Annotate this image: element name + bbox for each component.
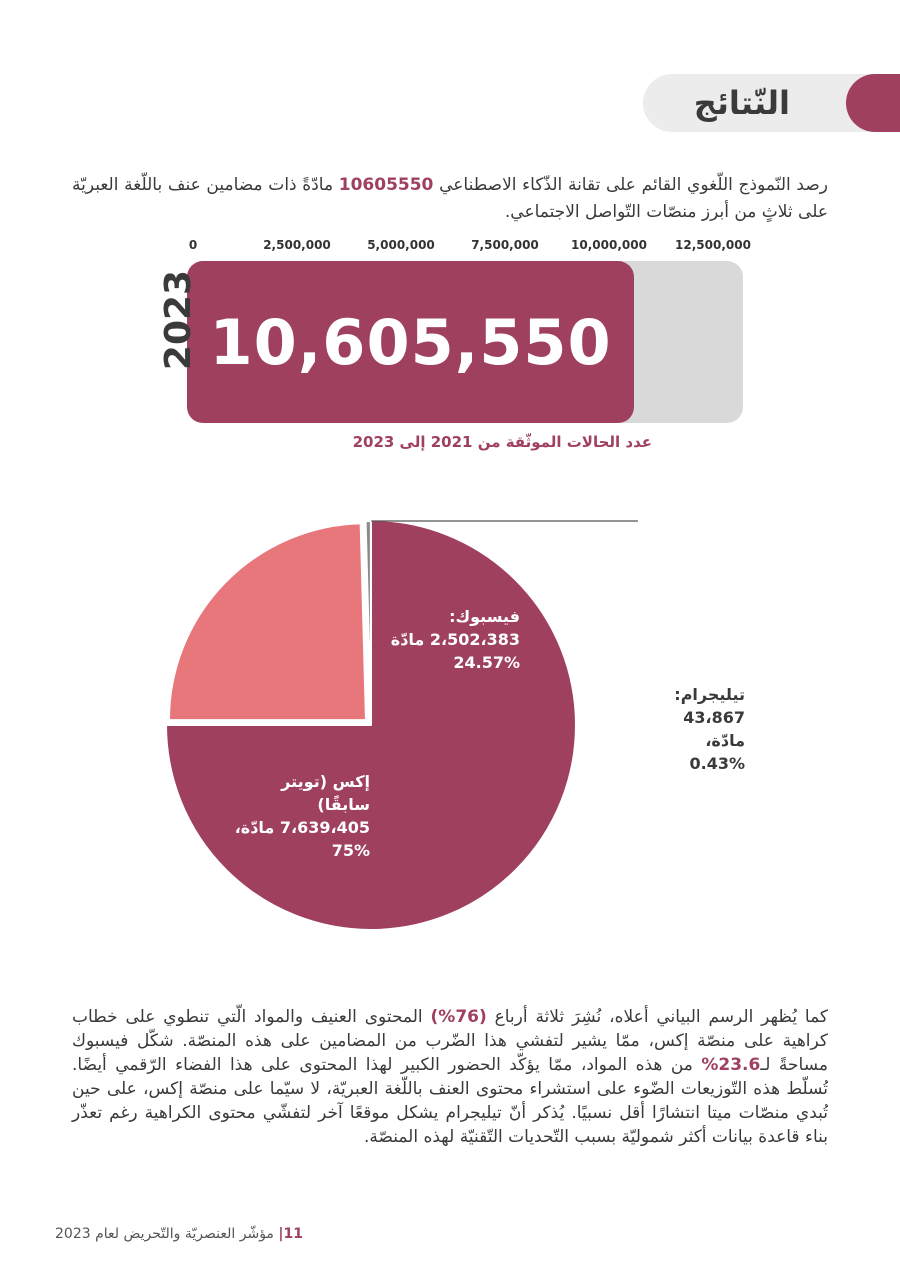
pie-label-x-name: إكس (تويتر سابقًا) <box>281 772 370 814</box>
x-axis-ticks <box>0 238 900 258</box>
x-axis-label: عدد الحالات الموثّقة من 2021 إلى 2023 <box>352 433 652 451</box>
analysis-paragraph <box>72 1005 828 1149</box>
pie-label-facebook-percent: 24.57% <box>453 653 520 672</box>
pie-label-x-percent: 75% <box>331 841 370 860</box>
pie-slice-facebook <box>169 523 366 720</box>
x-tick-label: 5,000,000 <box>367 238 435 252</box>
pie-label-facebook <box>380 605 520 674</box>
section-title: النّتائج <box>693 84 790 122</box>
page-number: 11 <box>283 1226 303 1242</box>
section-title-accent <box>846 74 900 132</box>
analysis-text-2: المحتوى العنيف والمواد الّتي تنطوي على خطاب كراهية على منصّة إكس، ممّا يشير لتفشي هذا الضّرب من المضامين على هذه المنصّة. شكّل فيسبوك مساحةً لـ <box>72 1007 829 1075</box>
x-tick-label: 12,500,000 <box>675 238 751 252</box>
intro-text-before: رصد النّموذج اللّغوي القائم على تقانة الذّكاء الاصطناعي <box>433 175 828 195</box>
intro-highlight: 10605550 <box>338 175 434 195</box>
bar-category-label: 2023 <box>158 269 199 371</box>
x-tick-label: 7,500,000 <box>471 238 539 252</box>
footer-separator: | <box>278 1226 284 1242</box>
bar-2023 <box>187 261 634 423</box>
intro-text-after: مادّةً ذات مضامين عنف باللّغة العبريّة على ثلاثٍ من أبرز منصّات التّواصل الاجتماعي. <box>72 175 828 222</box>
pie-label-x-count: 7،639،405 مادّة، <box>234 818 370 837</box>
pie-label-telegram <box>645 683 745 775</box>
intro-paragraph <box>72 172 828 226</box>
page-footer <box>55 1226 303 1242</box>
pie-chart <box>0 500 900 960</box>
analysis-highlight-2: 23.6% <box>701 1055 761 1075</box>
pie-label-x <box>230 770 370 862</box>
x-tick-label: 0 <box>188 238 198 252</box>
pie-label-telegram-count: 43،867 مادّة، <box>683 708 745 750</box>
pie-label-telegram-percent: 0.43% <box>689 754 745 773</box>
pie-label-facebook-count: 2،502،383 مادّة <box>390 630 520 649</box>
footer-title: مؤشّر العنصريّة والتّحريض لعام 2023 <box>55 1226 274 1242</box>
analysis-text-1: كما يُظهر الرسم البياني أعلاه، نُشِرَ ثلاثة أرباع <box>486 1007 828 1027</box>
bar-data-label: 10,605,550 <box>209 305 612 379</box>
analysis-highlight-1: (76%) <box>430 1007 487 1027</box>
analysis-text-3: من هذه المواد، ممّا يؤكّد الحضور الكبير لهذا المحتوى على هذا الفضاء الرّقمي أيضًا. تُسلّط هذه التّوزيعات الضّوء على استشراء محتوى العنف باللّغة العبريّة، لا سيّما على منصّة إكس، على حين تُبدي منصّات ميتا انتشارًا أقل نسبيًا. يُذكر أنّ تيليجرام يشكل موقعًا آخر لتفشّي محتوى الكراهية رغم تعذّر بناء قاعدة بيانات أكثر شموليّة بسبب التّحديات التّقنيّة لهذه المنصّة. <box>72 1055 828 1147</box>
pie-label-facebook-name: فيسبوك: <box>449 607 520 626</box>
x-tick-label: 2,500,000 <box>263 238 331 252</box>
pie-label-telegram-name: تيليجرام: <box>674 685 745 704</box>
x-tick-label: 10,000,000 <box>571 238 647 252</box>
pie-slice-telegram <box>366 521 371 718</box>
